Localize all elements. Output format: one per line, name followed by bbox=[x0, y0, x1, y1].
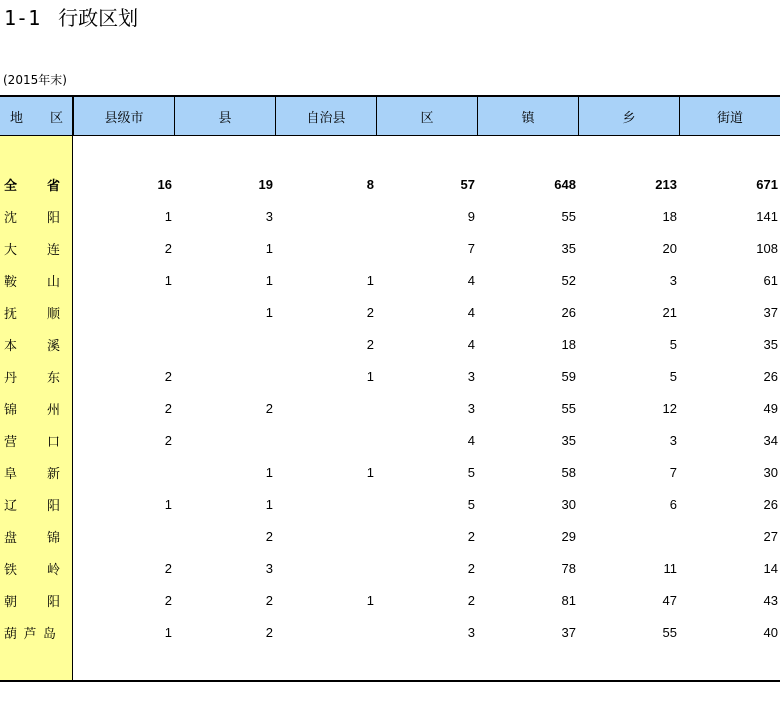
region-name bbox=[0, 328, 72, 360]
region-name bbox=[0, 456, 72, 488]
table-cell: 34 bbox=[763, 432, 778, 448]
table-cell: 29 bbox=[561, 528, 576, 544]
region-name-char: 山 bbox=[46, 274, 60, 290]
region-name-char: 锦 bbox=[46, 530, 60, 546]
header-autonomous-county: 自治县 bbox=[275, 97, 376, 135]
table-cell: 52 bbox=[561, 272, 576, 288]
table-cell: 37 bbox=[561, 624, 576, 640]
region-name bbox=[0, 360, 72, 392]
header-township: 乡 bbox=[578, 97, 679, 135]
table-cell bbox=[183, 424, 273, 456]
table-cell: 3 bbox=[265, 560, 273, 576]
region-name bbox=[0, 200, 72, 232]
table-row bbox=[0, 232, 780, 264]
table-row bbox=[0, 488, 780, 520]
table-cell: 19 bbox=[258, 176, 273, 192]
table-cell: 1 bbox=[265, 240, 273, 256]
table-cell: 12 bbox=[662, 400, 677, 416]
table-row bbox=[0, 264, 780, 296]
table-cell: 2 bbox=[164, 560, 172, 576]
table-cell: 1 bbox=[366, 464, 374, 480]
region-name-char: 辽 bbox=[4, 498, 18, 514]
region-name bbox=[0, 424, 72, 456]
table-cell: 61 bbox=[763, 272, 778, 288]
table-cell: 1 bbox=[366, 368, 374, 384]
table-cell: 30 bbox=[561, 496, 576, 512]
region-name bbox=[0, 168, 72, 200]
table-title: 行政区划 bbox=[58, 6, 139, 30]
table-cell: 2 bbox=[467, 592, 475, 608]
table-cell: 1 bbox=[265, 496, 273, 512]
table-cell: 213 bbox=[655, 176, 677, 192]
region-name-char: 锦 bbox=[4, 402, 18, 418]
table-cell: 55 bbox=[561, 208, 576, 224]
region-name-char: 大 bbox=[4, 242, 18, 258]
date-note: (2015年末) bbox=[3, 73, 67, 87]
table-cell: 57 bbox=[460, 176, 475, 192]
table-cell: 7 bbox=[467, 240, 475, 256]
table-row bbox=[0, 616, 780, 648]
region-name-char: 阳 bbox=[46, 594, 60, 610]
table-row bbox=[0, 360, 780, 392]
region-name-char: 沈 bbox=[4, 210, 18, 226]
table-cell: 2 bbox=[164, 432, 172, 448]
table-cell: 5 bbox=[467, 464, 475, 480]
region-name-char: 岛 bbox=[42, 626, 56, 642]
table-cell: 11 bbox=[663, 560, 677, 576]
table-cell bbox=[183, 360, 273, 392]
table-cell bbox=[82, 520, 172, 552]
region-name-char: 省 bbox=[46, 178, 60, 194]
header-town: 镇 bbox=[477, 97, 578, 135]
region-name-char: 东 bbox=[46, 370, 60, 386]
table-cell: 2 bbox=[164, 400, 172, 416]
table-row bbox=[0, 520, 780, 552]
table-cell: 27 bbox=[763, 528, 778, 544]
page-title bbox=[4, 4, 138, 32]
table-cell: 2 bbox=[366, 304, 374, 320]
table-cell bbox=[82, 456, 172, 488]
region-name-char: 新 bbox=[46, 466, 60, 482]
data-table bbox=[0, 95, 780, 682]
table-row bbox=[0, 296, 780, 328]
table-cell bbox=[284, 424, 374, 456]
table-cell: 2 bbox=[265, 528, 273, 544]
table-cell bbox=[587, 520, 677, 552]
table-cell: 3 bbox=[669, 272, 677, 288]
region-name-char: 鞍 bbox=[4, 274, 18, 290]
table-cell: 30 bbox=[763, 464, 778, 480]
table-cell bbox=[284, 520, 374, 552]
table-row bbox=[0, 584, 780, 616]
table-cell: 2 bbox=[164, 592, 172, 608]
table-cell: 2 bbox=[164, 368, 172, 384]
region-name-char: 口 bbox=[46, 434, 60, 450]
table-row bbox=[0, 200, 780, 232]
table-cell: 2 bbox=[467, 528, 475, 544]
table-row bbox=[0, 424, 780, 456]
table-cell: 55 bbox=[561, 400, 576, 416]
region-name bbox=[0, 264, 72, 296]
table-cell: 141 bbox=[756, 208, 778, 224]
table-cell: 4 bbox=[467, 272, 475, 288]
region-name-char: 本 bbox=[4, 338, 18, 354]
table-cell: 58 bbox=[561, 464, 576, 480]
table-cell: 1 bbox=[265, 304, 273, 320]
region-name-char: 连 bbox=[46, 242, 60, 258]
table-cell: 1 bbox=[164, 624, 172, 640]
table-cell: 1 bbox=[164, 272, 172, 288]
table-cell: 14 bbox=[763, 560, 778, 576]
header-district: 区 bbox=[376, 97, 477, 135]
table-cell: 35 bbox=[561, 240, 576, 256]
region-name-char: 营 bbox=[4, 434, 18, 450]
table-cell: 648 bbox=[554, 176, 576, 192]
header-county: 县 bbox=[174, 97, 275, 135]
table-cell: 7 bbox=[669, 464, 677, 480]
table-cell: 4 bbox=[467, 432, 475, 448]
total-row bbox=[0, 168, 780, 200]
table-cell: 3 bbox=[467, 624, 475, 640]
region-name bbox=[0, 552, 72, 584]
region-name-char: 州 bbox=[46, 402, 60, 418]
region-name-char: 阳 bbox=[46, 498, 60, 514]
region-name-char: 岭 bbox=[46, 562, 60, 578]
region-name-char: 顺 bbox=[46, 306, 60, 322]
header-region-char: 区 bbox=[49, 110, 63, 126]
table-cell: 4 bbox=[467, 304, 475, 320]
table-cell: 47 bbox=[662, 592, 677, 608]
table-cell: 5 bbox=[467, 496, 475, 512]
table-cell: 40 bbox=[763, 624, 778, 640]
table-cell: 18 bbox=[561, 336, 576, 352]
table-bottom-rule bbox=[0, 680, 780, 682]
table-cell: 78 bbox=[561, 560, 576, 576]
table-cell: 8 bbox=[366, 176, 374, 192]
table-cell: 49 bbox=[763, 400, 778, 416]
region-name-char: 丹 bbox=[4, 370, 18, 386]
table-cell: 37 bbox=[763, 304, 778, 320]
table-cell: 671 bbox=[756, 176, 778, 192]
table-cell bbox=[284, 392, 374, 424]
table-cell bbox=[284, 616, 374, 648]
table-cell: 2 bbox=[265, 400, 273, 416]
region-name-char: 芦 bbox=[23, 626, 37, 642]
region-name-char: 溪 bbox=[46, 338, 60, 354]
table-cell: 20 bbox=[662, 240, 677, 256]
table-cell: 1 bbox=[164, 496, 172, 512]
header-region-char: 地 bbox=[10, 110, 24, 126]
table-cell: 2 bbox=[265, 624, 273, 640]
table-cell: 26 bbox=[763, 496, 778, 512]
table-cell: 6 bbox=[669, 496, 677, 512]
table-cell bbox=[82, 296, 172, 328]
region-name-char: 阳 bbox=[46, 210, 60, 226]
table-cell: 16 bbox=[157, 176, 172, 192]
table-cell bbox=[284, 200, 374, 232]
table-cell: 35 bbox=[763, 336, 778, 352]
region-name-char: 阜 bbox=[4, 466, 18, 482]
table-number: 1-1 bbox=[4, 6, 41, 30]
table-cell: 3 bbox=[467, 368, 475, 384]
table-cell: 35 bbox=[561, 432, 576, 448]
region-name bbox=[0, 584, 72, 616]
table-row bbox=[0, 552, 780, 584]
table-cell: 2 bbox=[164, 240, 172, 256]
table-cell: 1 bbox=[265, 272, 273, 288]
table-cell: 26 bbox=[561, 304, 576, 320]
table-cell: 55 bbox=[662, 624, 677, 640]
table-cell: 2 bbox=[467, 560, 475, 576]
table-cell: 1 bbox=[366, 272, 374, 288]
region-name-char: 抚 bbox=[4, 306, 18, 322]
table-cell: 2 bbox=[366, 336, 374, 352]
table-cell: 9 bbox=[467, 208, 475, 224]
region-name-char: 铁 bbox=[4, 562, 18, 578]
table-cell bbox=[284, 232, 374, 264]
region-name-char: 朝 bbox=[4, 594, 18, 610]
region-name bbox=[0, 232, 72, 264]
table-cell: 1 bbox=[164, 208, 172, 224]
region-name bbox=[0, 616, 72, 648]
header-subdistrict: 街道 bbox=[679, 97, 780, 135]
table-cell: 26 bbox=[763, 368, 778, 384]
table-cell: 1 bbox=[366, 592, 374, 608]
table-cell: 21 bbox=[662, 304, 677, 320]
table-header bbox=[0, 95, 780, 136]
region-name-char: 葫 bbox=[4, 626, 18, 642]
region-name bbox=[0, 520, 72, 552]
table-cell: 43 bbox=[763, 592, 778, 608]
table-row bbox=[0, 456, 780, 488]
table-cell bbox=[284, 552, 374, 584]
table-cell: 1 bbox=[265, 464, 273, 480]
table-cell: 3 bbox=[669, 432, 677, 448]
table-cell: 5 bbox=[669, 368, 677, 384]
region-name-char: 全 bbox=[4, 178, 18, 194]
table-cell: 18 bbox=[662, 208, 677, 224]
header-county-city: 县级市 bbox=[73, 97, 174, 135]
table-cell: 5 bbox=[669, 336, 677, 352]
header-region bbox=[0, 97, 73, 135]
table-cell bbox=[82, 328, 172, 360]
region-name bbox=[0, 296, 72, 328]
region-name-char: 盘 bbox=[4, 530, 18, 546]
region-name bbox=[0, 488, 72, 520]
table-cell: 4 bbox=[467, 336, 475, 352]
table-cell: 2 bbox=[265, 592, 273, 608]
table-row bbox=[0, 328, 780, 360]
table-cell bbox=[183, 328, 273, 360]
table-row bbox=[0, 392, 780, 424]
table-cell: 3 bbox=[265, 208, 273, 224]
region-name bbox=[0, 392, 72, 424]
table-cell: 108 bbox=[756, 240, 778, 256]
table-cell: 3 bbox=[467, 400, 475, 416]
table-cell bbox=[284, 488, 374, 520]
table-cell: 81 bbox=[561, 592, 576, 608]
table-cell: 59 bbox=[561, 368, 576, 384]
